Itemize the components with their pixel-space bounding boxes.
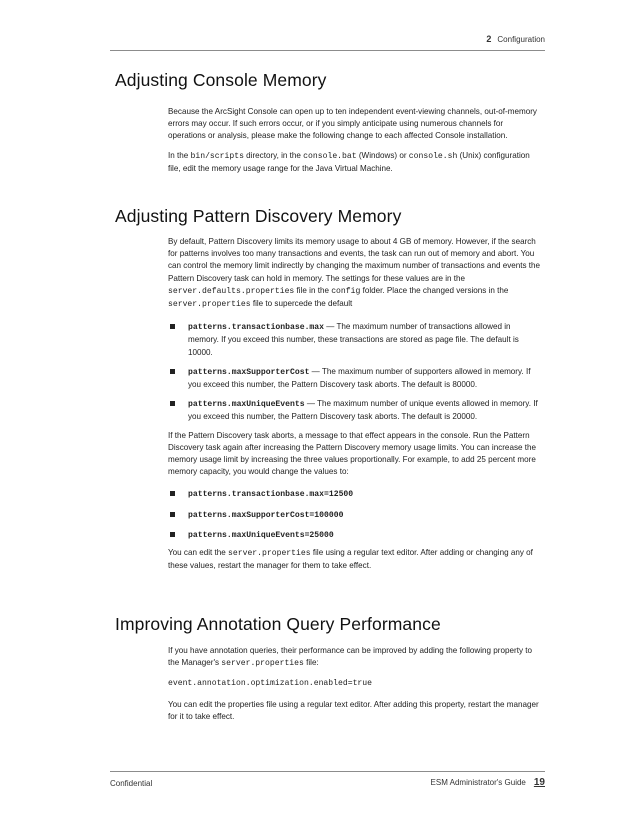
footer-right: [431, 777, 545, 788]
list-item: [168, 509, 543, 522]
text-run: directory, in the: [243, 150, 304, 160]
section-title-annotation-query: Improving Annotation Query Performance: [115, 614, 441, 634]
inline-code: console.sh: [408, 151, 458, 161]
section-body-annotation-query: [168, 645, 543, 723]
inline-code: patterns.maxUniqueEvents=25000: [188, 530, 334, 540]
paragraph: [168, 645, 543, 670]
bullet-list: [168, 321, 543, 423]
inline-code: patterns.maxUniqueEvents: [188, 400, 305, 410]
inline-code: config: [331, 286, 361, 296]
text-run: file using a regular text editor. After adding or changing any of these values, restart the manager for them to take effect.: [168, 548, 533, 571]
text-run: folder. Place the changed versions in the: [360, 285, 509, 295]
text-run: file in the: [294, 285, 332, 295]
paragraph: [168, 150, 543, 175]
list-item: [168, 529, 543, 542]
text-run: (Unix) configuration file, edit the memory usage range for the Java Virtual Machine.: [168, 150, 530, 173]
inline-code: server.properties: [221, 659, 304, 669]
page-number: 19: [533, 777, 545, 788]
bullet-square-icon: [170, 532, 175, 537]
text-run: In the: [168, 150, 191, 160]
bullet-square-icon: [170, 512, 175, 517]
bullet-square-icon: [170, 369, 175, 374]
text-run: If you have annotation queries, their performance can be improved by adding the following property to the Manager's: [168, 646, 532, 668]
text-run: file:: [303, 658, 319, 668]
text-run: — The maximum number of unique events allowed in memory. If you exceed this number, the Pattern Discovery task aborts. The default is 20000.: [188, 399, 538, 422]
text-run: file to supercede the default: [250, 299, 353, 309]
section-body-pattern-discovery-memory: [168, 236, 543, 572]
bullet-list: [168, 488, 543, 542]
text-run: — The maximum number of supporters allowed in memory. If you exceed this number, the Pattern Discovery task aborts. The default is 80000.: [188, 366, 531, 390]
inline-code: patterns.maxSupporterCost=100000: [188, 510, 344, 520]
list-item: [168, 366, 543, 391]
paragraph: Because the ArcSight Console can open up to ten independent event-viewing channels, out-of-memory errors may occur. If such errors occur, or if you simply anticipate using numerous channels for operations or analysis, please make the following change to each affected Console installation.: [168, 107, 537, 141]
paragraph: You can edit the properties file using a regular text editor. After adding this property, restart the manager for it to take effect.: [168, 699, 539, 721]
inline-code: patterns.transactionbase.max=12500: [188, 490, 354, 500]
inline-code: server.properties: [228, 549, 311, 559]
paragraph: [168, 236, 543, 311]
inline-code: bin/scripts: [190, 151, 244, 161]
guide-title: ESM Administrator's Guide: [430, 778, 526, 787]
paragraph: [168, 547, 543, 572]
bullet-square-icon: [170, 324, 175, 329]
code-line: event.annotation.optimization.enabled=true: [168, 679, 372, 689]
inline-code: patterns.transactionbase.max: [188, 323, 324, 333]
chapter-title: Configuration: [497, 35, 545, 44]
section-title-pattern-discovery-memory: Adjusting Pattern Discovery Memory: [115, 206, 402, 226]
list-item: [168, 321, 543, 359]
inline-code: server.defaults.properties: [168, 286, 295, 296]
text-run: — The maximum number of transactions allowed in memory. If you exceed this number, these transactions are stored as page file. The default is 10000.: [188, 322, 519, 357]
inline-code: server.properties: [168, 300, 251, 310]
inline-code: patterns.maxSupporterCost: [188, 367, 310, 377]
paragraph: If the Pattern Discovery task aborts, a message to that effect appears in the console. Run the Pattern Discovery task again after increasing the Pattern Discovery memory usage limits. You can increase the memory usage limit by increasing the three values proportionally. For example, to add 25 percent more memory capacity, you would change the values to:: [168, 430, 536, 477]
header-rule: [110, 50, 545, 51]
footer-confidential: Confidential: [110, 779, 153, 788]
bullet-square-icon: [170, 491, 175, 496]
bullet-square-icon: [170, 401, 175, 406]
text-run: You can edit the: [168, 548, 229, 558]
inline-code: console.bat: [303, 151, 357, 161]
footer-rule: [110, 771, 545, 772]
text-run: By default, Pattern Discovery limits its memory usage to about 4 GB of memory. However, if the search for patterns involves too many transactions and events, the task can run out of memory and abort. You can control the memory limit indirectly by changing the maximum number of transactions and events the Pattern Discovery task can hold in memory. The settings for these values are in the: [168, 237, 541, 283]
list-item: [168, 398, 543, 423]
section-title-console-memory: Adjusting Console Memory: [115, 70, 327, 90]
chapter-number: 2: [486, 34, 492, 44]
text-run: (Windows) or: [356, 150, 409, 160]
list-item: [168, 488, 543, 501]
section-body-console-memory: [168, 106, 543, 175]
running-header: [110, 34, 545, 44]
